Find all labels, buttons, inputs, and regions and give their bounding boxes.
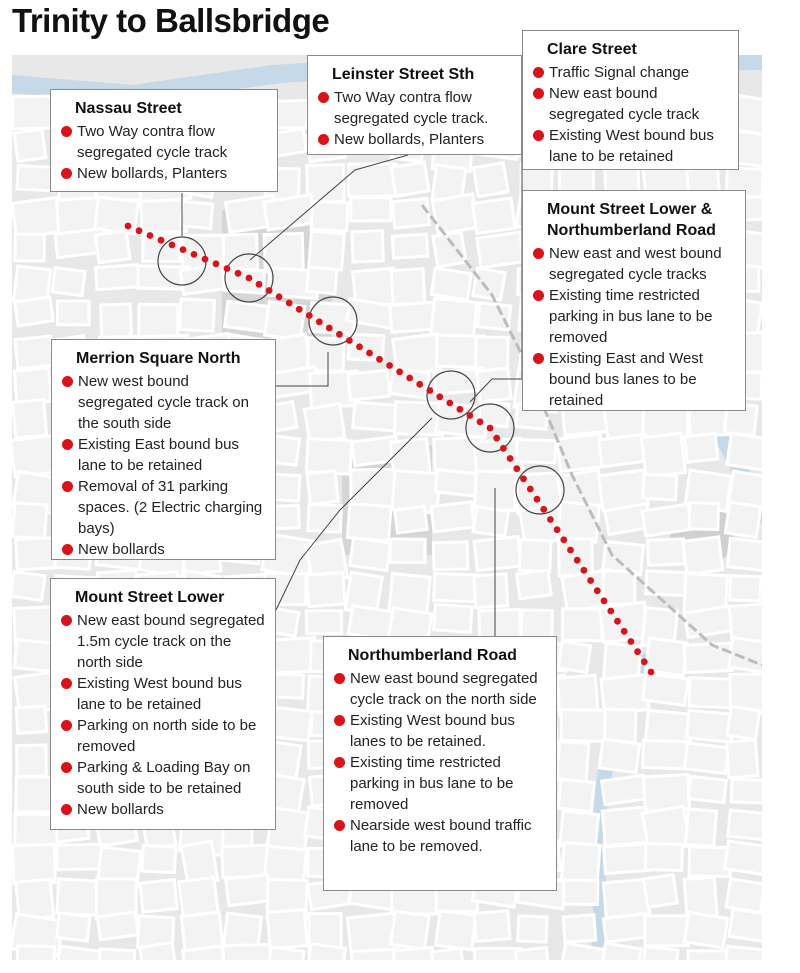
city-block	[602, 775, 646, 804]
city-block	[603, 914, 646, 942]
city-block	[473, 268, 505, 300]
city-block	[433, 232, 466, 267]
callout-item: New west bound segregated cycle track on the south side	[62, 371, 265, 434]
bullet-icon	[62, 481, 73, 492]
city-block	[473, 163, 508, 197]
city-block	[17, 745, 47, 776]
map-title: Trinity to Ballsbridge	[12, 2, 330, 39]
city-block	[724, 841, 762, 875]
callout-item: New east bound segregated 1.5m cycle track on the north side	[61, 610, 265, 673]
callout-mountlower-northumberland	[522, 190, 746, 411]
city-block	[517, 570, 551, 599]
city-block	[223, 945, 271, 960]
city-block	[13, 400, 47, 438]
callout-list	[334, 668, 546, 857]
city-block	[17, 946, 55, 960]
city-block	[181, 201, 213, 228]
city-block	[12, 572, 45, 601]
city-block	[725, 502, 761, 537]
bullet-icon	[334, 757, 345, 768]
city-block	[95, 231, 130, 263]
city-block	[52, 268, 85, 296]
city-block	[642, 740, 688, 769]
city-block	[599, 739, 639, 773]
city-block	[15, 336, 54, 369]
bullet-icon	[61, 168, 72, 179]
city-block	[518, 916, 547, 942]
city-block	[142, 846, 176, 873]
city-block	[99, 949, 135, 960]
city-block	[473, 506, 509, 536]
city-block	[728, 810, 762, 841]
city-block	[12, 503, 46, 539]
city-block	[558, 641, 591, 672]
city-block	[14, 129, 46, 161]
callout-list	[62, 371, 265, 560]
city-block	[390, 539, 425, 562]
city-block	[684, 912, 727, 947]
city-block	[729, 909, 762, 943]
city-block	[225, 301, 270, 332]
city-block	[643, 474, 677, 500]
city-block	[642, 433, 686, 477]
callout-item: Existing West bound bus lane to be retained	[533, 125, 728, 167]
city-block	[95, 265, 139, 290]
bullet-icon	[533, 67, 544, 78]
city-block	[350, 538, 391, 570]
city-block	[648, 539, 685, 565]
city-block	[13, 844, 55, 883]
bullet-icon	[334, 820, 345, 831]
city-block	[431, 268, 471, 300]
city-block	[433, 542, 468, 570]
callout-item: Two Way contra flow segregated cycle track	[61, 121, 267, 163]
bullet-icon	[62, 439, 73, 450]
callout-list	[61, 610, 265, 820]
city-block	[600, 602, 649, 642]
callout-heading: Northumberland Road	[348, 647, 517, 664]
city-block	[140, 880, 177, 913]
city-block	[642, 504, 692, 536]
callout-heading: Mount Street Lower	[75, 589, 225, 606]
bullet-icon	[533, 248, 544, 259]
city-block	[562, 609, 602, 641]
city-block	[141, 200, 187, 233]
callout-list	[61, 121, 267, 184]
city-block	[477, 232, 526, 268]
city-block	[558, 502, 600, 542]
city-block	[348, 334, 384, 360]
city-block	[395, 506, 427, 533]
city-block	[392, 234, 428, 258]
city-block	[729, 638, 762, 674]
callout-item: Existing East bound bus lane to be retained	[62, 434, 265, 476]
city-block	[391, 911, 430, 949]
city-block	[267, 947, 304, 960]
bullet-icon	[533, 130, 544, 141]
bullet-icon	[334, 715, 345, 726]
city-block	[563, 915, 595, 942]
bullet-icon	[61, 804, 72, 815]
city-block	[604, 709, 636, 742]
city-block	[352, 949, 396, 960]
city-block	[309, 231, 345, 270]
bullet-icon	[62, 376, 73, 387]
callout-item: Parking & Loading Bay on south side to be retained	[61, 757, 265, 799]
city-block	[431, 502, 474, 532]
city-block	[727, 538, 762, 571]
city-block	[689, 503, 718, 530]
callout-item: Existing West bound bus lane to be retained	[61, 673, 265, 715]
callout-item: Existing West bound bus lanes to be retained.	[334, 710, 546, 752]
city-block	[307, 572, 345, 606]
city-block	[223, 234, 257, 271]
city-block	[12, 197, 61, 237]
callout-item: Existing East and West bound bus lanes to be retained	[533, 348, 735, 411]
city-block	[16, 706, 46, 733]
city-block	[727, 433, 762, 471]
callout-mountlower	[50, 578, 276, 830]
city-block	[348, 370, 390, 400]
city-block	[561, 710, 607, 742]
city-block	[393, 947, 435, 960]
city-block	[307, 944, 346, 960]
city-block	[348, 164, 396, 196]
city-block	[643, 674, 688, 706]
city-block	[726, 879, 762, 913]
city-block	[264, 195, 315, 230]
city-block	[431, 948, 465, 960]
city-block	[726, 740, 757, 778]
city-block	[730, 576, 761, 601]
city-block	[727, 706, 760, 739]
city-block	[684, 643, 732, 672]
city-block	[351, 198, 391, 221]
callout-list	[533, 243, 735, 411]
city-block	[685, 434, 718, 463]
city-block	[479, 402, 510, 427]
city-block	[392, 198, 429, 228]
callout-item: Two Way contra flow segregated cycle track.	[318, 87, 511, 129]
city-block	[473, 198, 516, 233]
callout-item: Existing time restricted parking in bus lane to be removed	[334, 752, 546, 815]
city-block	[474, 574, 508, 608]
bullet-icon	[533, 88, 544, 99]
city-block	[56, 946, 101, 960]
callout-heading: Nassau Street	[75, 100, 182, 117]
city-block	[351, 469, 395, 508]
city-block	[475, 949, 521, 961]
city-block	[642, 947, 678, 960]
city-block	[515, 948, 550, 960]
city-block	[563, 880, 598, 905]
city-block	[683, 537, 723, 574]
callout-item: New bollards	[62, 539, 265, 560]
city-block	[688, 776, 726, 802]
city-block	[139, 304, 178, 338]
callout-heading: Clare Street	[547, 41, 637, 58]
city-block	[352, 231, 383, 262]
city-block	[391, 162, 429, 196]
callout-item: Parking on north side to be removed	[61, 715, 265, 757]
city-block	[353, 402, 398, 431]
city-block	[180, 299, 215, 331]
city-block	[646, 638, 688, 675]
city-block	[601, 943, 641, 960]
city-block	[687, 710, 734, 742]
city-block	[477, 303, 510, 330]
bullet-icon	[318, 134, 329, 145]
city-block	[391, 269, 425, 305]
city-block	[57, 913, 90, 941]
city-block	[477, 368, 511, 402]
city-block	[306, 438, 351, 474]
callout-list	[533, 62, 728, 167]
bullet-icon	[334, 673, 345, 684]
city-block	[474, 471, 516, 511]
callout-northumberland	[323, 636, 557, 891]
bullet-icon	[61, 762, 72, 773]
callout-merrion	[51, 339, 276, 560]
callout-clare	[522, 30, 739, 170]
city-block	[725, 946, 762, 960]
callout-item: New east bound segregated cycle track on the north side	[334, 668, 546, 710]
city-block	[684, 743, 728, 774]
city-block	[12, 96, 51, 129]
city-block	[645, 843, 682, 870]
city-block	[561, 843, 600, 885]
city-block	[57, 879, 99, 916]
city-block	[57, 301, 89, 325]
callout-nassau	[50, 89, 278, 192]
city-block	[558, 779, 594, 811]
city-block	[307, 471, 338, 504]
city-block	[222, 845, 271, 878]
bullet-icon	[61, 720, 72, 731]
callout-item: Removal of 31 parking spaces. (2 Electric charging bays)	[62, 476, 265, 539]
city-block	[604, 844, 651, 874]
city-block	[434, 604, 472, 632]
city-block	[267, 910, 306, 949]
city-block	[306, 611, 341, 634]
callout-item: New bollards, Planters	[318, 129, 511, 150]
callout-item: Existing time restricted parking in bus lane to be removed	[533, 285, 735, 348]
city-block	[180, 265, 224, 295]
city-block	[308, 504, 342, 532]
callout-list	[318, 87, 511, 150]
city-block	[307, 267, 337, 294]
bullet-icon	[318, 92, 329, 103]
bullet-icon	[61, 678, 72, 689]
callout-item: Traffic Signal change	[533, 62, 728, 83]
callout-heading: Leinster Street Sth	[332, 66, 475, 83]
city-block	[474, 911, 510, 942]
city-block	[436, 911, 476, 950]
city-block	[644, 875, 678, 908]
callout-item: New bollards, Planters	[61, 163, 267, 184]
callout-item: New east and west bound segregated cycle tracks	[533, 243, 735, 285]
city-block	[516, 439, 555, 462]
callout-item: New east bound segregated cycle track	[533, 83, 728, 125]
bullet-icon	[61, 126, 72, 137]
bullet-icon	[61, 615, 72, 626]
city-block	[15, 234, 44, 261]
callout-heading: Mount Street Lower & Northumberland Road	[547, 201, 716, 239]
city-block	[685, 809, 716, 847]
city-block	[390, 368, 429, 398]
city-block	[558, 539, 592, 576]
bullet-icon	[533, 290, 544, 301]
bullet-icon	[533, 353, 544, 364]
city-block	[603, 571, 635, 604]
city-block	[684, 606, 732, 638]
city-block	[311, 201, 348, 231]
city-block	[474, 537, 521, 571]
city-block	[645, 916, 689, 946]
city-block	[347, 504, 391, 541]
city-block	[97, 912, 138, 940]
callout-item: Nearside west bound traffic lane to be removed.	[334, 815, 546, 857]
city-block	[226, 874, 271, 905]
city-block	[519, 540, 551, 572]
city-block	[15, 297, 54, 326]
callout-heading: Merrion Square North	[76, 350, 241, 367]
callout-item: New bollards	[61, 799, 265, 820]
city-block	[143, 234, 180, 262]
city-block	[557, 742, 589, 784]
city-block	[14, 368, 51, 404]
city-block	[224, 268, 264, 293]
bullet-icon	[62, 544, 73, 555]
city-block	[731, 779, 762, 803]
city-block	[101, 304, 132, 338]
callout-leinster	[307, 55, 522, 155]
